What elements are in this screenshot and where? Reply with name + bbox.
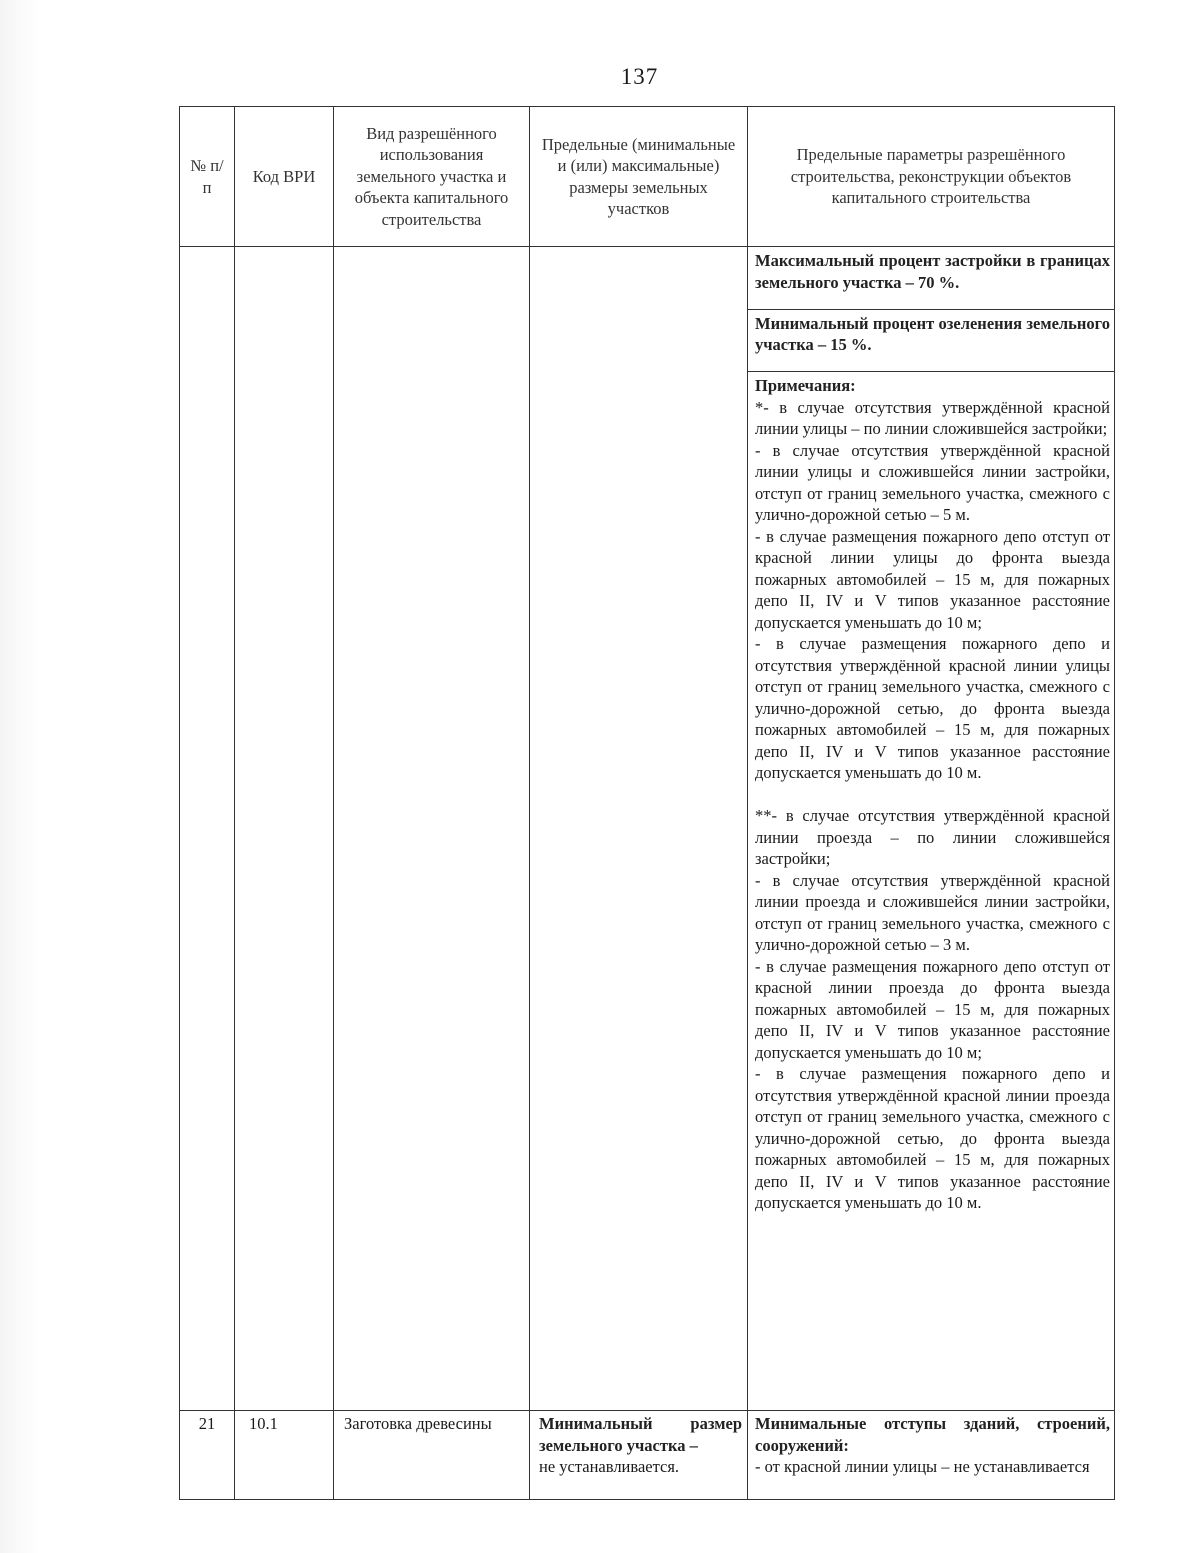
blank-num-cell: [180, 247, 235, 1411]
header-parameters: Предельные параметры разрешённого строительства, реконструкции объектов капитального строительства: [748, 107, 1115, 247]
row-parameters: [748, 1411, 1115, 1500]
row-use-name: Заготовка древесины: [334, 1411, 530, 1500]
header-use-type: Вид разрешённого использования земельного участка и объекта капитального строительства: [334, 107, 530, 247]
row-code: 10.1: [235, 1411, 334, 1500]
blank-size-cell: [530, 247, 748, 1411]
plot-size-value: не устанавливается.: [539, 1457, 680, 1476]
row-number: 21: [180, 1411, 235, 1500]
note-street-4: - в случае размещения пожарного депо и отсутствия утверждённой красной линии улицы отступ от границ земельного участка, смежного с улично-дорожной сетью, до фронта выезда пожарных автомобилей – 15 м, для пожарных депо II, IV и V типов указанное расстояние допускается уменьшать до 10 м.: [755, 634, 1110, 783]
note-street-1: *- в случае отсутствия утверждённой красной линии улицы – по линии сложившейся застройки;: [755, 397, 1110, 439]
notes-title: Примечания:: [755, 376, 856, 396]
max-build-percent: Максимальный процент застройки в границах земельного участка – 70 %.: [748, 247, 1115, 310]
row-plot-size: [530, 1411, 748, 1500]
note-passage-3: - в случае размещения пожарного депо отступ от красной линии проезда до фронта выезда пожарных автомобилей – 15 м, для пожарных депо II, IV и V типов указанное расстояние допускается уменьшать до 10 м;: [755, 956, 1110, 1062]
table-row: [180, 247, 1115, 310]
blank-use-cell: [334, 247, 530, 1411]
regulations-table: [179, 106, 1115, 1500]
table-header-row: [180, 107, 1115, 247]
note-passage-1: **- в случае отсутствия утверждённой красной линии проезда – по линии сложившейся застройки;: [755, 806, 1110, 869]
blank-code-cell: [235, 247, 334, 1411]
scan-edge: [0, 0, 40, 1553]
note-passage-4: - в случае размещения пожарного депо и отсутствия утверждённой красной линии проезда отступ от границ земельного участка, смежного с улично-дорожной сетью, до фронта выезда пожарных автомобилей – 15 м, для пожарных депо II, IV и V типов указанное расстояние допускается уменьшать до 10 м.: [755, 1064, 1110, 1213]
min-green-percent: Минимальный процент озеленения земельного участка – 15 %.: [748, 309, 1115, 372]
notes-cell: [748, 372, 1115, 1411]
setbacks-title: Минимальные отступы зданий, строений, сооружений:: [755, 1414, 1110, 1455]
plot-size-label: Минимальный размер земельного участка –: [539, 1414, 742, 1455]
note-street-3: - в случае размещения пожарного депо отступ от красной линии улицы до фронта выезда пожарных автомобилей – 15 м, для пожарных депо II, IV и V типов указанное расстояние допускается уменьшать до 10 м;: [755, 526, 1110, 632]
note-passage-2: - в случае отсутствия утверждённой красной линии проезда и сложившейся линии застройки, отступ от границ земельного участка, смежного с улично-дорожной сетью – 3 м.: [755, 870, 1110, 955]
header-code: Код ВРИ: [235, 107, 334, 247]
setback-line: - от красной линии улицы – не устанавливается: [755, 1457, 1090, 1476]
header-num: № п/п: [180, 107, 235, 247]
table-row-21: [180, 1411, 1115, 1500]
header-plot-size: Предельные (минимальные и (или) максимальные) размеры земельных участков: [530, 107, 748, 247]
page-number: 137: [620, 64, 659, 89]
note-street-2: - в случае отсутствия утверждённой красной линии улицы и сложившейся линии застройки, отступ от границ земельного участка, смежного с улично-дорожной сетью – 5 м.: [755, 440, 1110, 525]
